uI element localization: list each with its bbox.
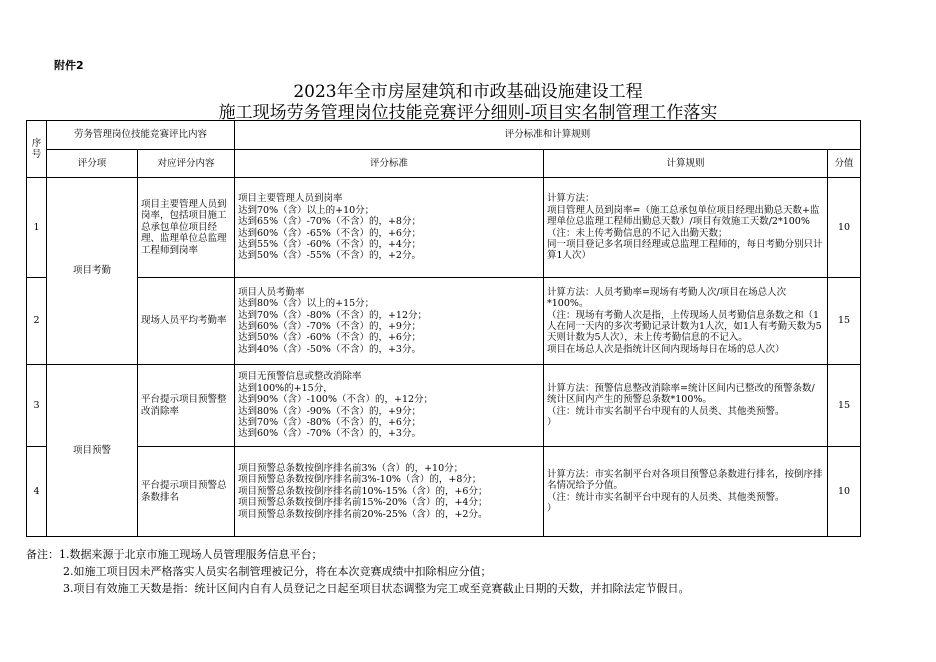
table-row	[27, 278, 861, 365]
row-rule: 计算方法：人员考勤率=现场有考勤人次/项目在场总人次*100%。 （注：现场有考勤人次是指，上传现场人员考勤信息条数之和（1人在同一天内的多次考勤记录计数为1人次，如1人有考勤天数为5天则计数为5人次），未上传考勤信息的不记入。 项目在场总人次是指统计区间内现场每日在场的总人次）	[544, 278, 828, 365]
table-row	[27, 447, 861, 537]
row-standard: 项目无预警信息或整改消除率 达到100%的+15分， 达到90%（含）-100%（不含）的，+12分； 达到80%（含）-90%（不含）的，+9分； 达到70%（含）-80%（不含）的，+6分； 达到60%（含）-70%（不含）的，+3分。	[235, 365, 544, 447]
row-content: 现场人员平均考勤率	[138, 278, 235, 365]
row-score: 15	[828, 365, 861, 447]
row-seq: 1	[27, 178, 47, 278]
table-row	[27, 178, 861, 278]
item-attendance: 项目考勤	[47, 178, 138, 365]
row-rule: 计算方法：市实名制平台对各项目预警总条数进行排名，按倒序排名情况给予分值。 （注：统计市实名制平台中现有的人员类、其他类预警。 ）	[544, 447, 828, 537]
note-line: 2.如施工项目因未严格落实人员实名制管理被记分，将在本次竞赛成绩中扣除相应分值；	[63, 565, 492, 578]
header-seq: 序 号	[27, 121, 47, 178]
row-content: 平台提示项目预警总条数排名	[138, 447, 235, 537]
header-rules-group: 评分标准和计算规则	[235, 121, 861, 150]
row-content: 项目主要管理人员到岗率，包括项目施工总承包单位项目经理、监理单位总监理工程师到岗率	[138, 178, 235, 278]
row-score: 10	[828, 178, 861, 278]
header-content-group: 劳务管理岗位技能竞赛评比内容	[47, 121, 235, 150]
row-content: 平台提示项目预警整改消除率	[138, 365, 235, 447]
table-column-header	[27, 150, 861, 178]
note-line: 备注：1.数据来源于北京市施工现场人员管理服务信息平台；	[26, 548, 323, 561]
table-group-header	[27, 121, 861, 150]
table-row	[27, 365, 861, 447]
document-subtitle: 施工现场劳务管理岗位技能竞赛评分细则-项目实名制管理工作落实	[218, 103, 718, 123]
row-standard: 项目预警总条数按倒序排名前3%（含）的，+10分； 项目预警总条数按倒序排名前3%-10%（含）的，+8分； 项目预警总条数按倒序排名前10%-15%（含）的，+6分； 项目预警总条数按倒序排名前15%-20%（含）的，+4分； 项目预警总条数按倒序排名前20%-25%（含）的，+2分。	[235, 447, 544, 537]
row-standard: 项目主要管理人员到岗率 达到70%（含）以上的+10分； 达到65%（含）-70%（不含）的，+8分； 达到60%（含）-65%（不含）的，+6分； 达到55%（含）-60%（不含）的，+4分； 达到50%（含）-55%（不含）的，+2分。	[235, 178, 544, 278]
row-seq: 2	[27, 278, 47, 365]
header-rule: 计算规则	[544, 150, 828, 178]
notes-block	[26, 546, 690, 597]
note-line: 3.项目有效施工天数是指：统计区间内自有人员登记之日起至项目状态调整为完工或至竞赛截止日期的天数，并扣除法定节假日。	[63, 582, 690, 595]
row-seq: 3	[27, 365, 47, 447]
row-seq: 4	[27, 447, 47, 537]
row-rule: 计算方法：预警信息整改消除率=统计区间内已整改的预警条数/统计区间内产生的预警总条数*100%。 （注：统计市实名制平台中现有的人员类、其他类预警。 ）	[544, 365, 828, 447]
row-score: 15	[828, 278, 861, 365]
header-item: 评分项	[47, 150, 138, 178]
scoring-table	[26, 120, 861, 537]
row-score: 10	[828, 447, 861, 537]
header-content: 对应评分内容	[138, 150, 235, 178]
document-title: 2023年全市房屋建筑和市政基础设施建设工程	[293, 82, 643, 102]
header-standard: 评分标准	[235, 150, 544, 178]
attachment-label: 附件2	[54, 59, 84, 72]
header-score: 分值	[828, 150, 861, 178]
item-warning: 项目预警	[47, 365, 138, 537]
row-standard: 项目人员考勤率 达到80%（含）以上的+15分； 达到70%（含）-80%（不含）的，+12分； 达到60%（含）-70%（不含）的，+9分； 达到50%（含）-60%（不含）的，+6分； 达到40%（含）-50%（不含）的，+3分。	[235, 278, 544, 365]
row-rule: 计算方法： 项目管理人员到岗率=（施工总承包单位项目经理出勤总天数+监理单位总监理工程师出勤总天数）/项目有效施工天数/2*100% （注：未上传考勤信息的不记入出勤天数； 同一项目登记多名项目经理或总监理工程师的，每日考勤分别只计算1人次）	[544, 178, 828, 278]
